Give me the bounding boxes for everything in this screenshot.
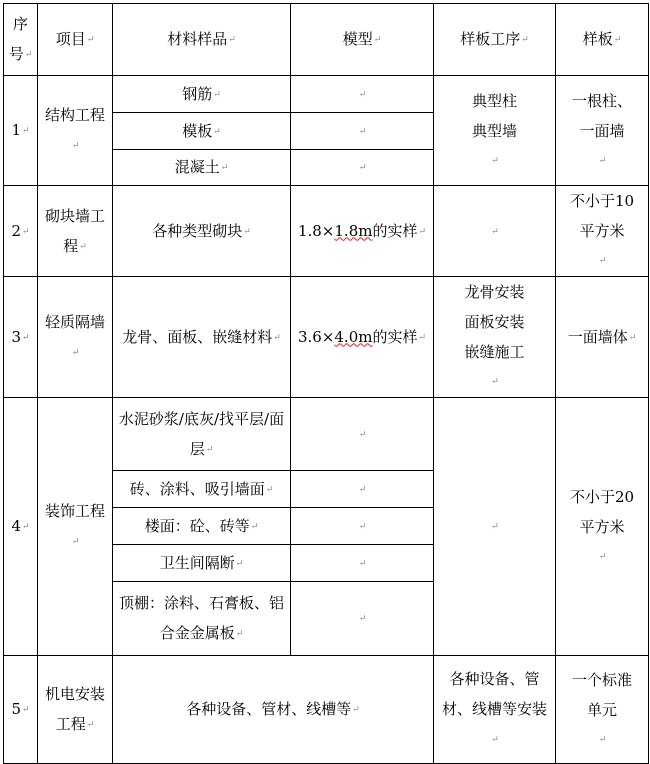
table-row xyxy=(4,277,649,398)
sample-cell: 一面墙体↵ xyxy=(556,277,649,398)
table-row xyxy=(4,398,649,471)
material-cell: 楼面：砼、砖等↵ xyxy=(113,508,291,545)
row-project: 结构工程↵ xyxy=(38,76,113,186)
header-sample: 样板↵ xyxy=(556,4,649,76)
table-row xyxy=(4,186,649,277)
sample-cell: 不小于20 平方米 ↵ xyxy=(556,398,649,656)
material-cell: 模板↵ xyxy=(113,113,291,150)
process-cell: 龙骨安装 面板安装 嵌缝施工 ↵ xyxy=(434,277,556,398)
row-no: 4↵ xyxy=(4,398,38,656)
header-materials: 材料样品↵ xyxy=(113,4,291,76)
model-cell: ↵ xyxy=(291,398,434,471)
material-cell: 混凝土↵ xyxy=(113,150,291,186)
material-cell: 龙骨、面板、嵌缝材料↵ xyxy=(113,277,291,398)
model-cell: ↵ xyxy=(291,471,434,508)
material-cell: 钢筋↵ xyxy=(113,76,291,113)
material-cell: 各种类型砌块↵ xyxy=(113,186,291,277)
model-cell: ↵ xyxy=(291,76,434,113)
row-project: 装饰工程↵ xyxy=(38,398,113,656)
material-cell: 砖、涂料、吸引墙面↵ xyxy=(113,471,291,508)
model-cell: ↵ xyxy=(291,508,434,545)
model-cell: ↵ xyxy=(291,582,434,656)
sample-table xyxy=(3,3,649,764)
header-no: 序号↵ xyxy=(4,4,38,76)
material-cell: 各种设备、管材、线槽等↵ xyxy=(113,656,434,764)
header-project: 项目↵ xyxy=(38,4,113,76)
process-cell: 典型柱 典型墙 ↵ xyxy=(434,76,556,186)
row-project: 轻质隔墙↵ xyxy=(38,277,113,398)
row-no: 3↵ xyxy=(4,277,38,398)
model-cell: ↵ xyxy=(291,545,434,582)
material-cell: 顶棚：涂料、石膏板、铝合金金属板↵ xyxy=(113,582,291,656)
header-row xyxy=(4,4,649,76)
sample-cell: 一个标准 单元 ↵ xyxy=(556,656,649,764)
header-process: 样板工序↵ xyxy=(434,4,556,76)
model-cell: ↵ xyxy=(291,113,434,150)
row-project: 砌块墙工程↵ xyxy=(38,186,113,277)
process-cell: ↵ xyxy=(434,186,556,277)
sample-cell: 不小于10 平方米 ↵ xyxy=(556,186,649,277)
process-cell: 各种设备、管材、线槽等安装↵ xyxy=(434,656,556,764)
process-cell: ↵ xyxy=(434,398,556,656)
model-cell: 3.6×4.0m的实样↵ xyxy=(291,277,434,398)
table-row xyxy=(4,76,649,113)
table-row xyxy=(4,656,649,764)
row-project: 机电安装工程↵ xyxy=(38,656,113,764)
row-no: 1↵ xyxy=(4,76,38,186)
model-cell: ↵ xyxy=(291,150,434,186)
header-model: 模型↵ xyxy=(291,4,434,76)
model-cell: 1.8×1.8m的实样↵ xyxy=(291,186,434,277)
material-cell: 水泥砂浆/底灰/找平层/面层↵ xyxy=(113,398,291,471)
row-no: 5↵ xyxy=(4,656,38,764)
material-cell: 卫生间隔断↵ xyxy=(113,545,291,582)
row-no: 2↵ xyxy=(4,186,38,277)
sample-cell: 一根柱、 一面墙 ↵ xyxy=(556,76,649,186)
